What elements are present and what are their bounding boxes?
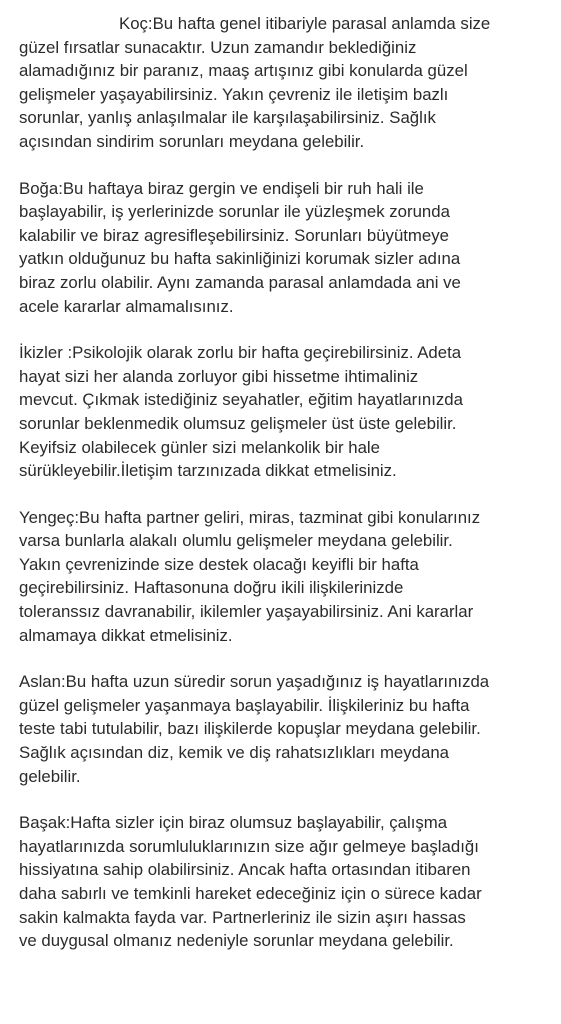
- text-line: hayat sizi her alanda zorluyor gibi hissetme ihtimaliniz: [19, 366, 419, 386]
- text-line: güzel fırsatlar sunacaktır. Uzun zamandır beklediğiniz: [19, 37, 417, 57]
- horoscope-paragraph-basak: [19, 811, 553, 953]
- text-line: kalabilir ve biraz agresifleşebilirsiniz. Sorunları büyütmeye: [19, 225, 449, 245]
- text-line: almamaya dikkat etmelisiniz.: [19, 625, 233, 645]
- horoscope-paragraph-yengec: [19, 506, 553, 648]
- text-line: güzel gelişmeler yaşanmaya başlayabilir. İlişkileriniz bu hafta: [19, 695, 470, 715]
- text-line: geçirebilirsiniz. Haftasonuna doğru ikili ilişkilerinizde: [19, 578, 404, 598]
- text-line: biraz zorlu olabilir. Aynı zamanda parasal anlamdada ani ve: [19, 272, 461, 292]
- text-line: Sağlık açısından diz, kemik ve diş rahatsızlıkları meydana: [19, 743, 449, 763]
- text-line: yatkın olduğunuz bu hafta sakinliğinizi korumak sizler adına: [19, 249, 461, 269]
- text-line: Yakın çevrenizinde size destek olacağı keyifli bir hafta: [19, 554, 419, 574]
- text-line: gelebilir.: [19, 766, 81, 786]
- text-line: Koç:Bu hafta genel itibariyle parasal anlamda size: [119, 14, 491, 33]
- text-line: varsa bunlarla alakalı olumlu gelişmeler meydana gelebilir.: [19, 531, 453, 551]
- horoscope-paragraph-boga: [19, 177, 553, 319]
- text-line: sorunlar, yanlış anlaşılmalar ile karşılaşabilirsiniz. Sağlık: [19, 108, 436, 128]
- text-line: sakin kalmakta fayda var. Partnerleriniz ile sizin aşırı hassas: [19, 907, 466, 927]
- text-line: sürükleyebilir.İletişim tarzınızada dikkat etmelisiniz.: [19, 461, 397, 481]
- horoscope-paragraph-koc: [19, 12, 553, 154]
- horoscope-paragraph-aslan: [19, 670, 553, 788]
- text-line: sorunlar beklenmedik olumsuz gelişmeler üst üste gelebilir.: [19, 413, 457, 433]
- text-line: alamadığınız bir paranız, maaş artışınız gibi konularda güzel: [19, 61, 468, 81]
- text-line: toleranssız davranabilir, ikilemler yaşayabilirsiniz. Ani kararlar: [19, 602, 474, 622]
- text-line: hissiyatına sahip olabilirsiniz. Ancak hafta ortasından itibaren: [19, 860, 471, 880]
- text-line: Aslan:Bu hafta uzun süredir sorun yaşadığınız iş hayatlarınızda: [19, 672, 490, 692]
- text-line: Boğa:Bu haftaya biraz gergin ve endişeli bir ruh hali ile: [19, 178, 424, 198]
- text-line: açısından sindirim sorunları meydana gelebilir.: [19, 131, 365, 151]
- text-line: İkizler :Psikolojik olarak zorlu bir hafta geçirebilirsiniz. Adeta: [19, 343, 462, 363]
- text-line: başlayabilir, iş yerlerinizde sorunlar ile yüzleşmek zorunda: [19, 202, 450, 222]
- text-line: hayatlarınızda sorumluluklarınızın size ağır gelmeye başladığı: [19, 836, 479, 856]
- text-line: acele kararlar almamalısınız.: [19, 296, 234, 316]
- text-line: mevcut. Çıkmak istediğiniz seyahatler, eğitim hayatlarınızda: [19, 390, 463, 410]
- text-line: daha sabırlı ve temkinli hareket edeceğiniz için o sürece kadar: [19, 884, 482, 903]
- text-line: teste tabi tutulabilir, bazı ilişkilerde kopuşlar meydana gelebilir.: [19, 719, 481, 739]
- horoscope-paragraph-ikizler: [19, 341, 553, 483]
- text-line: Başak:Hafta sizler için biraz olumsuz başlayabilir, çalışma: [19, 813, 448, 833]
- text-line: gelişmeler yaşayabilirsiniz. Yakın çevreniz ile iletişim bazlı: [19, 84, 449, 104]
- text-line: ve duygusal olmanız nedeniyle sorunlar meydana gelebilir.: [19, 931, 454, 951]
- text-line: Yengeç:Bu hafta partner geliri, miras, tazminat gibi konularınız: [19, 507, 481, 527]
- text-line: Keyifsiz olabilecek günler sizi melankolik bir hale: [19, 437, 380, 457]
